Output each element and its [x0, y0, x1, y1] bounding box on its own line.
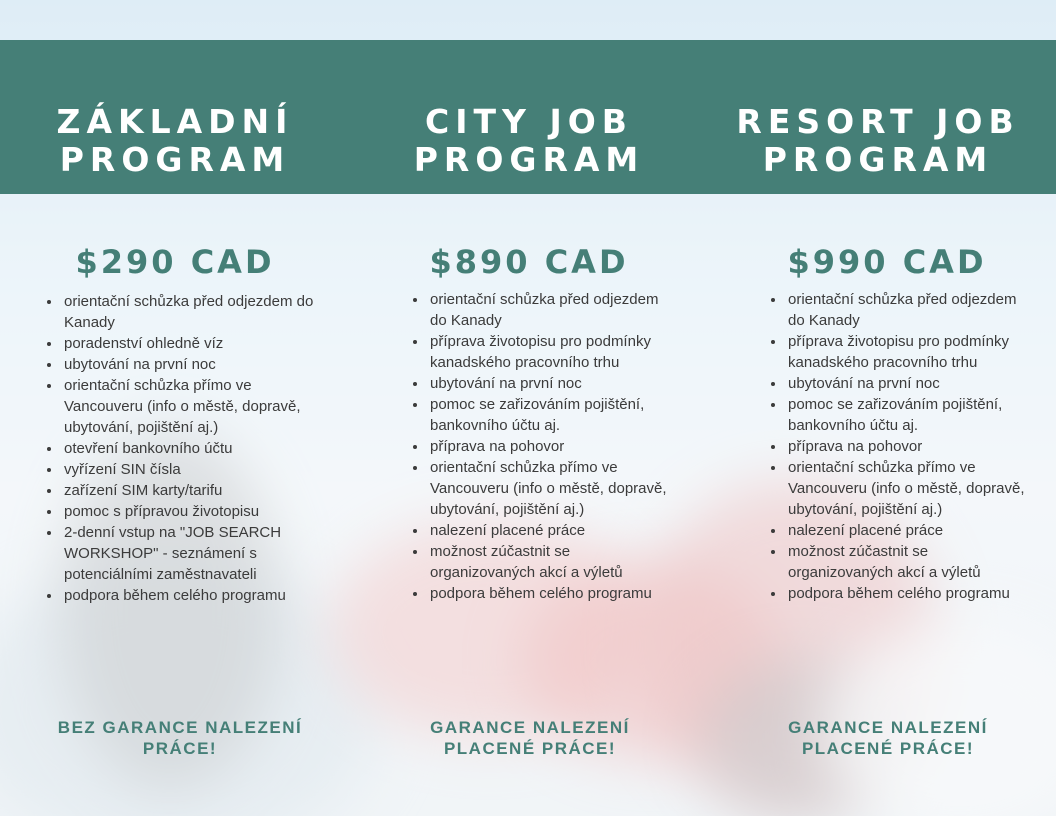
- guarantee-line-2: PLACENÉ PRÁCE!: [801, 739, 975, 758]
- list-item: • ubytování na první noc: [428, 373, 673, 394]
- list-item: • otevření bankovního účtu: [62, 438, 317, 459]
- list-item: • vyřízení SIN čísla: [62, 459, 317, 480]
- feature-list: [764, 289, 1036, 604]
- list-item: • orientační schůzka přímo ve Vancouveru (info o městě, dopravě, ubytování, pojištění aj.): [428, 457, 673, 520]
- price-label: $990 CAD: [787, 243, 987, 281]
- title-line-2: PROGRAM: [413, 140, 645, 179]
- list-item: • možnost zúčastnit se organizovaných akcí a výletů: [428, 541, 673, 583]
- title-line-1: RESORT JOB: [736, 102, 1020, 141]
- list-item: • pomoc se zařizováním pojištění, bankovního účtu aj.: [786, 394, 1036, 436]
- price-label: $290 CAD: [75, 243, 275, 281]
- guarantee-note: [380, 717, 680, 759]
- list-item: • pomoc s přípravou životopisu: [62, 501, 317, 522]
- list-item: • orientační schůzka před odjezdem do Kanady: [786, 289, 1036, 331]
- list-item: • podpora během celého programu: [428, 583, 673, 604]
- list-item: • ubytování na první noc: [62, 354, 317, 375]
- list-item: • orientační schůzka před odjezdem do Kanady: [62, 291, 317, 333]
- list-item: • zařízení SIM karty/tarifu: [62, 480, 317, 501]
- title-line-2: PROGRAM: [59, 140, 291, 179]
- list-item: • orientační schůzka před odjezdem do Kanady: [428, 289, 673, 331]
- guarantee-line-1: BEZ GARANCE NALEZENÍ: [57, 718, 303, 737]
- list-item: • nalezení placené práce: [786, 520, 1036, 541]
- feature-list: [406, 289, 673, 604]
- list-item: • možnost zúčastnit se organizovaných akcí a výletů: [786, 541, 1036, 583]
- guarantee-line-2: PRÁCE!: [142, 739, 218, 758]
- list-item: • podpora během celého programu: [786, 583, 1036, 604]
- guarantee-line-1: GARANCE NALEZENÍ: [788, 718, 988, 737]
- list-item: • orientační schůzka přímo ve Vancouveru (info o městě, dopravě, ubytování, pojištění aj.): [786, 457, 1036, 520]
- list-item: • příprava na pohovor: [428, 436, 673, 457]
- program-title: [384, 103, 674, 179]
- program-title: [728, 103, 1028, 179]
- list-item: • poradenství ohledně víz: [62, 333, 317, 354]
- price-label: $890 CAD: [429, 243, 629, 281]
- list-item: • 2-denní vstup na "JOB SEARCH WORKSHOP" - seznámení s potenciálními zaměstnavateli: [62, 522, 317, 585]
- title-line-2: PROGRAM: [762, 140, 994, 179]
- list-item: • příprava životopisu pro podmínky kanadského pracovního trhu: [428, 331, 673, 373]
- list-item: • příprava na pohovor: [786, 436, 1036, 457]
- program-title: [30, 103, 320, 179]
- title-line-1: ZÁKLADNÍ: [56, 102, 294, 141]
- guarantee-note: [30, 717, 330, 759]
- list-item: • podpora během celého programu: [62, 585, 317, 606]
- list-item: • nalezení placené práce: [428, 520, 673, 541]
- list-item: • příprava životopisu pro podmínky kanadského pracovního trhu: [786, 331, 1036, 373]
- list-item: • ubytování na první noc: [786, 373, 1036, 394]
- feature-list: [40, 291, 317, 606]
- guarantee-note: [738, 717, 1038, 759]
- list-item: • orientační schůzka přímo ve Vancouveru (info o městě, dopravě, ubytování, pojištění aj.): [62, 375, 317, 438]
- guarantee-line-2: PLACENÉ PRÁCE!: [443, 739, 617, 758]
- guarantee-line-1: GARANCE NALEZENÍ: [430, 718, 630, 737]
- title-line-1: CITY JOB: [425, 102, 633, 141]
- list-item: • pomoc se zařizováním pojištění, bankovního účtu aj.: [428, 394, 673, 436]
